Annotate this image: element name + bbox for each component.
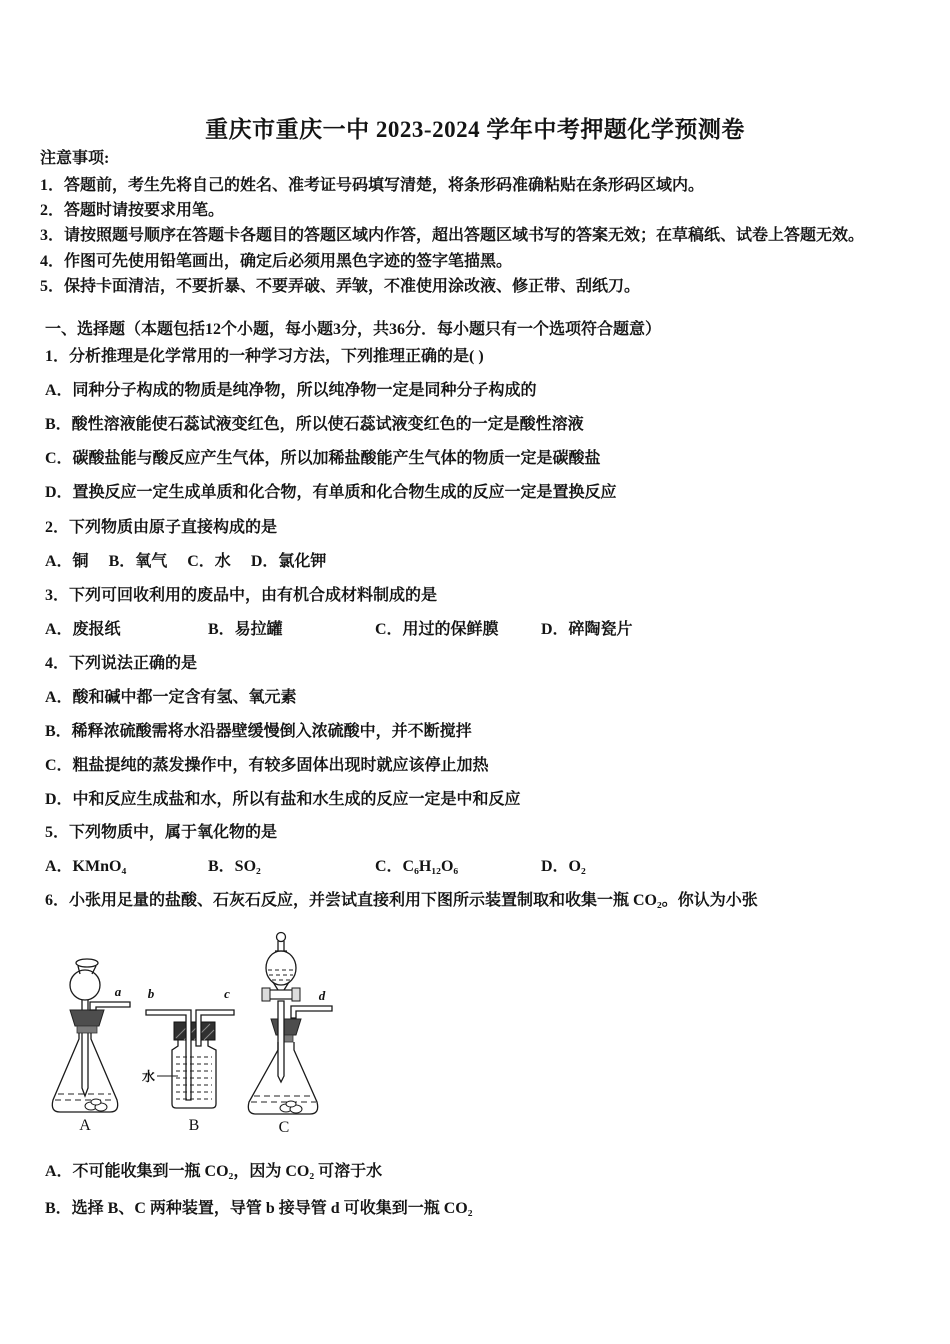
option-q3-d: D．碎陶瓷片 [541,621,633,638]
option-q2-c: C．水 [187,553,231,570]
option-q1-a: A．同种分子构成的物质是纯净物，所以纯净物一定是同种分子构成的 [45,382,537,399]
apparatus-b-label: B [188,1117,200,1134]
option-row-q5 [45,857,586,877]
option-row-q2 [45,552,342,572]
funnel-stem-c [278,1001,284,1082]
apparatus-c-label: C [278,1119,290,1136]
tube-b-label: b [147,986,155,1001]
option-q5-b: B．SO₂ [208,858,261,875]
notice-item: 3．请按照题号顺序在答题卡各题目的答题区域内作答，超出答题区域书写的答案无效；在草稿纸、试卷上答题无效。 [40,227,865,244]
tube-c-label: c [224,986,230,1001]
option-q3-c: C．用过的保鲜膜 [375,621,499,638]
tube-a-label: a [114,984,122,999]
question-stem-5: 5．下列物质中，属于氧化物的是 [45,824,278,841]
option-q2-d: D．氯化钾 [250,553,327,570]
separating-funnel-icon [262,933,300,1002]
gas-washing-bottle [172,1040,216,1108]
apparatus-a [52,959,130,1134]
option-q6-b: B．选择 B、C 两种装置，导管 b 接导管 d 可收集到一瓶 CO₂ [45,1200,473,1217]
delivery-tube-a [90,1002,130,1010]
apparatus-c [248,933,332,1137]
notice-item: 5．保持卡面清洁，不要折暴、不要弄破、弄皱，不准使用涂改液、修正带、刮纸刀。 [40,278,641,295]
tube-d-label: d [318,988,326,1003]
question-stem-3: 3．下列可回收利用的废品中，由有机合成材料制成的是 [45,587,438,604]
option-row-q3 [45,620,633,640]
section-header: 一、选择题（本题包括12个小题，每小题3分，共36分．每小题只有一个选项符合题意） [45,321,662,338]
option-q1-c: C．碳酸盐能与酸反应产生气体，所以加稀盐酸能产生气体的物质一定是碳酸盐 [45,450,601,467]
water-label: 水 [142,1069,156,1084]
limestone-lump [286,1101,296,1107]
rubber-stopper-a [70,1010,104,1026]
option-q2-b: B．氧气 [108,553,168,570]
option-q3-b: B．易拉罐 [208,621,283,638]
option-q4-d: D．中和反应生成盐和水，所以有盐和水生成的反应一定是中和反应 [45,791,521,808]
question-stem-1: 1．分析推理是化学常用的一种学习方法，下列推理正确的是( ) [45,348,484,365]
notice-item: 2．答题时请按要求用笔。 [40,202,225,219]
option-q1-d: D．置换反应一定生成单质和化合物，有单质和化合物生成的反应一定是置换反应 [45,484,617,501]
option-q4-a: A．酸和碱中都一定含有氢、氧元素 [45,689,297,706]
apparatus-a-label: A [79,1117,91,1134]
page-title: 重庆市重庆一中 2023-2024 学年中考押题化学预测卷 [205,117,745,142]
limestone-lump [91,1099,101,1105]
rubber-stopper-c [271,1019,301,1035]
apparatus-b [142,986,234,1134]
option-q5-c: C．C₆H₁₂O₆ [375,858,459,875]
question-stem-4: 4．下列说法正确的是 [45,655,198,672]
stopper-neck-a [77,1026,97,1033]
apparatus-diagram [38,926,348,1142]
notice-item: 4．作图可先使用铅笔画出，确定后必须用黑色字迹的签字笔描黑。 [40,253,513,270]
option-q2-a: A．铜 [45,553,89,570]
option-q5-a: A．KMnO₄ [45,858,127,875]
option-q6-a: A．不可能收集到一瓶 CO₂，因为 CO₂ 可溶于水 [45,1163,383,1180]
option-q5-d: D．O₂ [541,858,586,875]
delivery-tube-d [291,1006,332,1018]
question-stem-6: 6．小张用足量的盐酸、石灰石反应，并尝试直接利用下图所示装置制取和收集一瓶 CO₂。你认为小张 [45,892,758,909]
option-q4-c: C．粗盐提纯的蒸发操作中，有较多固体出现时就应该停止加热 [45,757,489,774]
option-q3-a: A．废报纸 [45,621,121,638]
water-in-bottle [176,1057,212,1099]
notice-item: 1．答题前，考生先将自己的姓名、准考证号码填写清楚，将条形码准确粘贴在条形码区域内。 [40,177,705,194]
question-stem-2: 2．下列物质由原子直接构成的是 [45,519,278,536]
notice-heading: 注意事项: [40,150,110,167]
option-q1-b: B．酸性溶液能使石蕊试液变红色，所以使石蕊试液变红色的一定是酸性溶液 [45,416,584,433]
option-q4-b: B．稀释浓硫酸需将水沿器壁缓慢倒入浓硫酸中，并不断搅拌 [45,723,472,740]
